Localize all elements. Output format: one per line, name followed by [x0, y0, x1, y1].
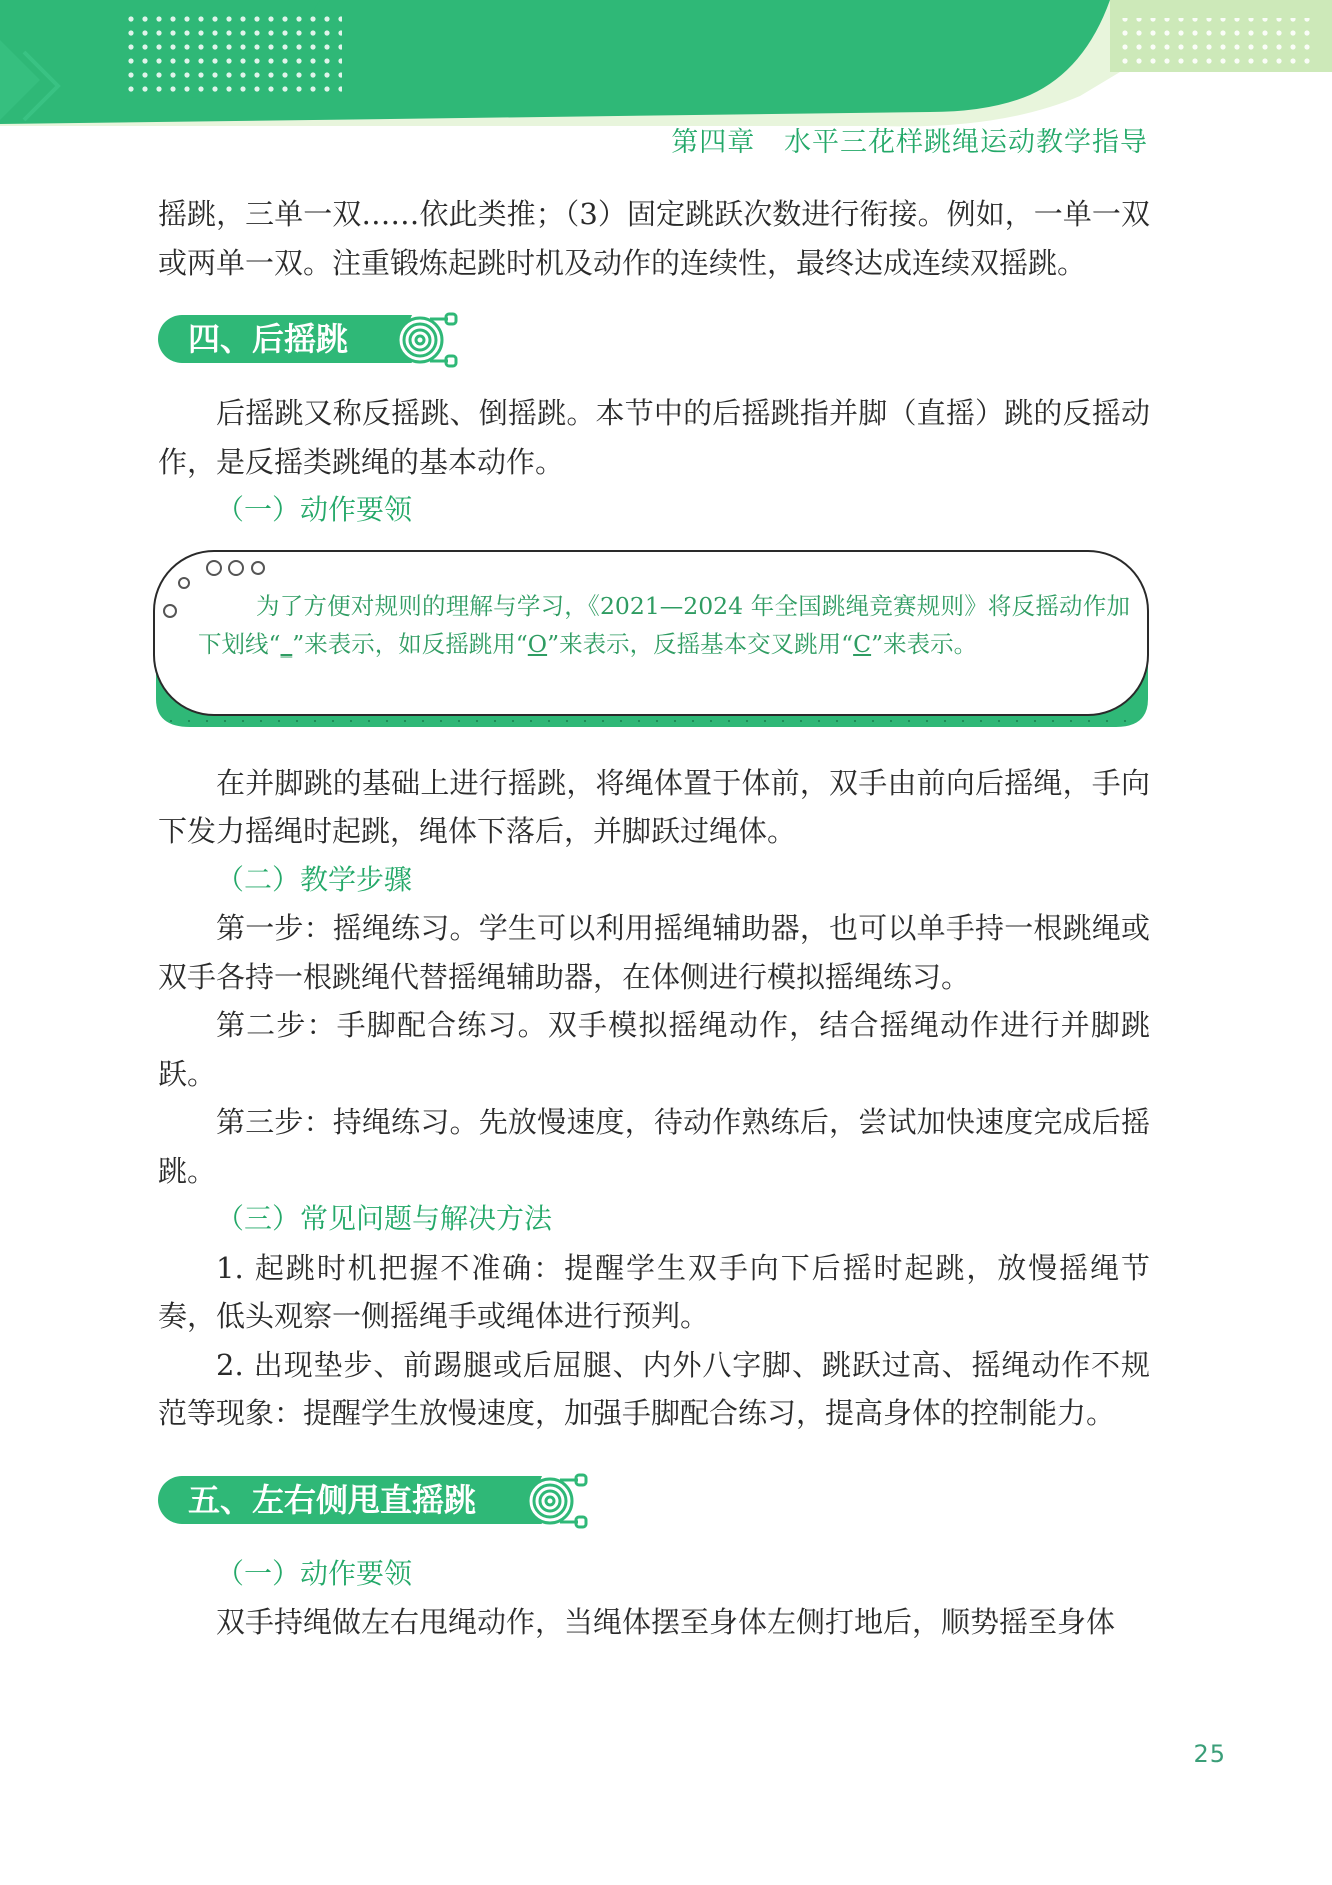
header-banner — [0, 0, 1332, 135]
section-5-paragraph-1: 双手持绳做左右甩绳动作，当绳体摆至身体左侧打地后，顺势摇至身体 — [216, 1605, 1116, 1639]
note-underline-sample: _ — [280, 629, 293, 658]
note-underline-c: C — [853, 629, 872, 658]
jump-rope-icon — [520, 1468, 594, 1534]
page-content — [158, 190, 1150, 1647]
page-number: 25 — [1193, 1740, 1226, 1768]
section-5-subhead-1: （一）动作要领 — [216, 1556, 413, 1590]
teaching-step-3: 第三步：持绳练习。先放慢速度，待动作熟练后，尝试加快速度完成后摇跳。 — [158, 1105, 1150, 1188]
note-text-part-1: 为了方便对规则的理解与学习，《2021—2024 年全国跳绳竞赛规则》将反摇动作加下划线“ — [198, 591, 1130, 658]
section-4-paragraph-1: 后摇跳又称反摇跳、倒摇跳。本节中的后摇跳指并脚（直摇）跳的反摇动作，是反摇类跳绳的基本动作。 — [158, 396, 1150, 479]
note-underline-o: O — [527, 629, 548, 658]
note-text-part-2: ”来表示，如反摇跳用“ — [292, 629, 528, 658]
section-4-subhead-2: （二）教学步骤 — [216, 862, 413, 896]
section-5-heading — [158, 1468, 1150, 1534]
intro-paragraph: 摇跳，三单一双……依此类推；（3）固定跳跃次数进行衔接。例如，一单一双或两单一双。注重锻炼起跳时机及动作的连续性，最终达成连续双摇跳。 — [158, 197, 1150, 280]
section-4-subhead-1: （一）动作要领 — [216, 493, 413, 526]
note-text-part-4: ”来表示。 — [871, 629, 978, 658]
teaching-step-2: 第二步：手脚配合练习。双手模拟摇绳动作，结合摇绳动作进行并脚跳跃。 — [158, 1008, 1150, 1091]
chapter-number: 第四章 — [671, 127, 756, 158]
issue-1: 1. 起跳时机把握不准确：提醒学生双手向下后摇时起跳，放慢摇绳节奏，低头观察一侧摇绳手或绳体进行预判。 — [158, 1250, 1150, 1333]
rule-note-box — [150, 549, 1154, 741]
section-5-title: 五、左右侧甩直摇跳 — [158, 1476, 528, 1524]
chapter-header — [671, 120, 1148, 159]
section-4-title: 四、后摇跳 — [158, 315, 398, 363]
note-text-part-3: ”来表示，反摇基本交叉跳用“ — [547, 629, 854, 658]
teaching-step-1: 第一步：摇绳练习。学生可以利用摇绳辅助器，也可以单手持一根跳绳或双手各持一根跳绳代替摇绳辅助器，在体侧进行模拟摇绳练习。 — [158, 911, 1150, 994]
section-4-heading — [158, 307, 1150, 373]
section-4-paragraph-2: 在并脚跳的基础上进行摇跳，将绳体置于体前，双手由前向后摇绳，手向下发力摇绳时起跳，绳体下落后，并脚跃过绳体。 — [158, 765, 1150, 848]
rule-note-text — [198, 587, 1130, 663]
issue-2: 2. 出现垫步、前踢腿或后屈腿、内外八字脚、跳跃过高、摇绳动作不规范等现象：提醒学生放慢速度，加强手脚配合练习，提高身体的控制能力。 — [158, 1347, 1150, 1430]
chapter-title: 水平三花样跳绳运动教学指导 — [784, 127, 1148, 158]
jump-rope-icon — [390, 307, 464, 373]
section-4-subhead-3: （三）常见问题与解决方法 — [216, 1202, 553, 1235]
